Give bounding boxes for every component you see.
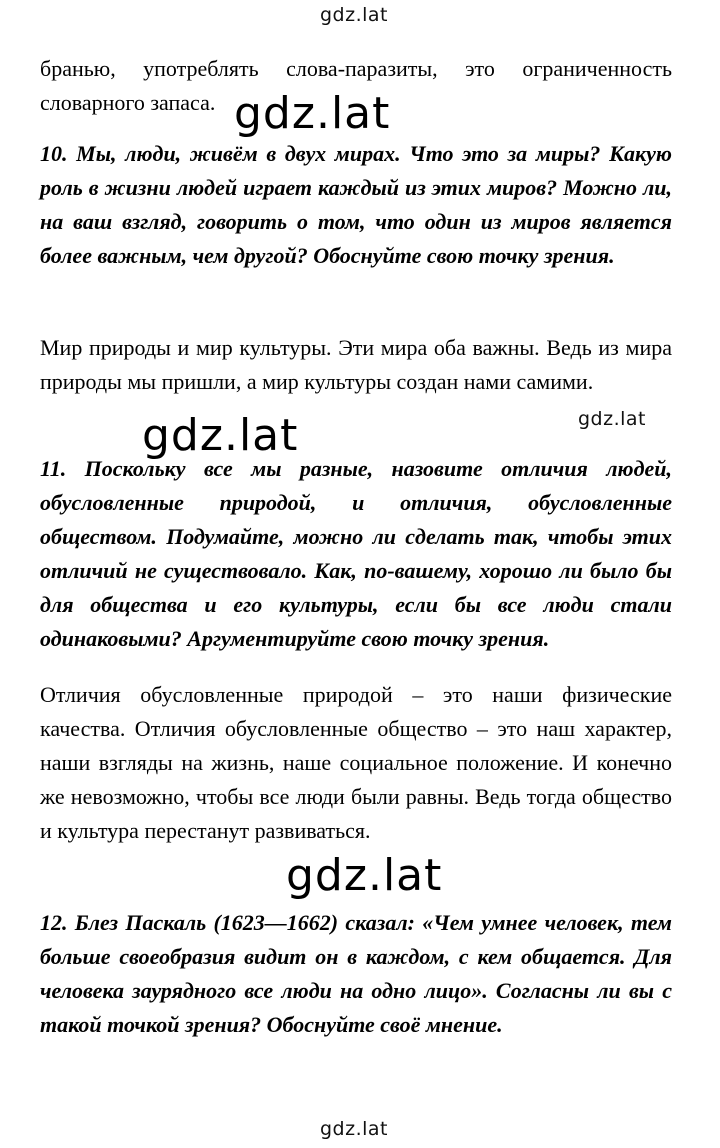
answer-9-tail: бранью, употреблять слова-паразиты, это ограниченность словарного запаса. bbox=[40, 56, 672, 115]
question-11: 11. Поскольку все мы разные, назовите отличия людей, обусловленные природой, и отличия, обусловленные обществом. Подумайте, можно ли сделать так, чтобы этих отличий не существовало. Как, по-вашему, хорошо ли было бы для общества и его культуры, если бы все люди стали одинаковыми? Аргументируйте свою точку зрения. bbox=[40, 456, 672, 651]
watermark-large-3: gdz.lat bbox=[286, 850, 443, 901]
watermark-small-right: gdz.lat bbox=[578, 408, 647, 430]
answer-11: Отличия обусловленные природой – это наши физические качества. Отличия обусловленные общество – это наш характер, наши взгляды на жизнь, наше социальное положение. И конечно же невозможно, чтобы все люди были равны. Ведь тогда общество и культура перестанут развиваться. bbox=[40, 682, 672, 843]
footer-watermark: gdz.lat bbox=[320, 1118, 389, 1140]
question-10: 10. Мы, люди, живём в двух мирах. Что это за миры? Какую роль в жизни людей играет каждый из этих миров? Можно ли, на ваш взгляд, говорить о том, что один из миров является более важным, чем другой? Обоснуйте свою точку зрения. bbox=[40, 141, 672, 268]
question-12: 12. Блез Паскаль (1623—1662) сказал: «Чем умнее человек, тем больше своеобразия видит он в каждом, с кем общается. Для человека заурядного все люди на одно лицо». Согласны ли вы с такой точкой зрения? Обоснуйте своё мнение. bbox=[40, 910, 672, 1037]
watermark-large-2: gdz.lat bbox=[142, 410, 299, 461]
answer-10: Мир природы и мир культуры. Эти мира оба важны. Ведь из мира природы мы пришли, а мир культуры создан нами самими. bbox=[40, 335, 672, 394]
header-watermark: gdz.lat bbox=[320, 4, 389, 26]
watermark-large-1: gdz.lat bbox=[234, 88, 391, 139]
